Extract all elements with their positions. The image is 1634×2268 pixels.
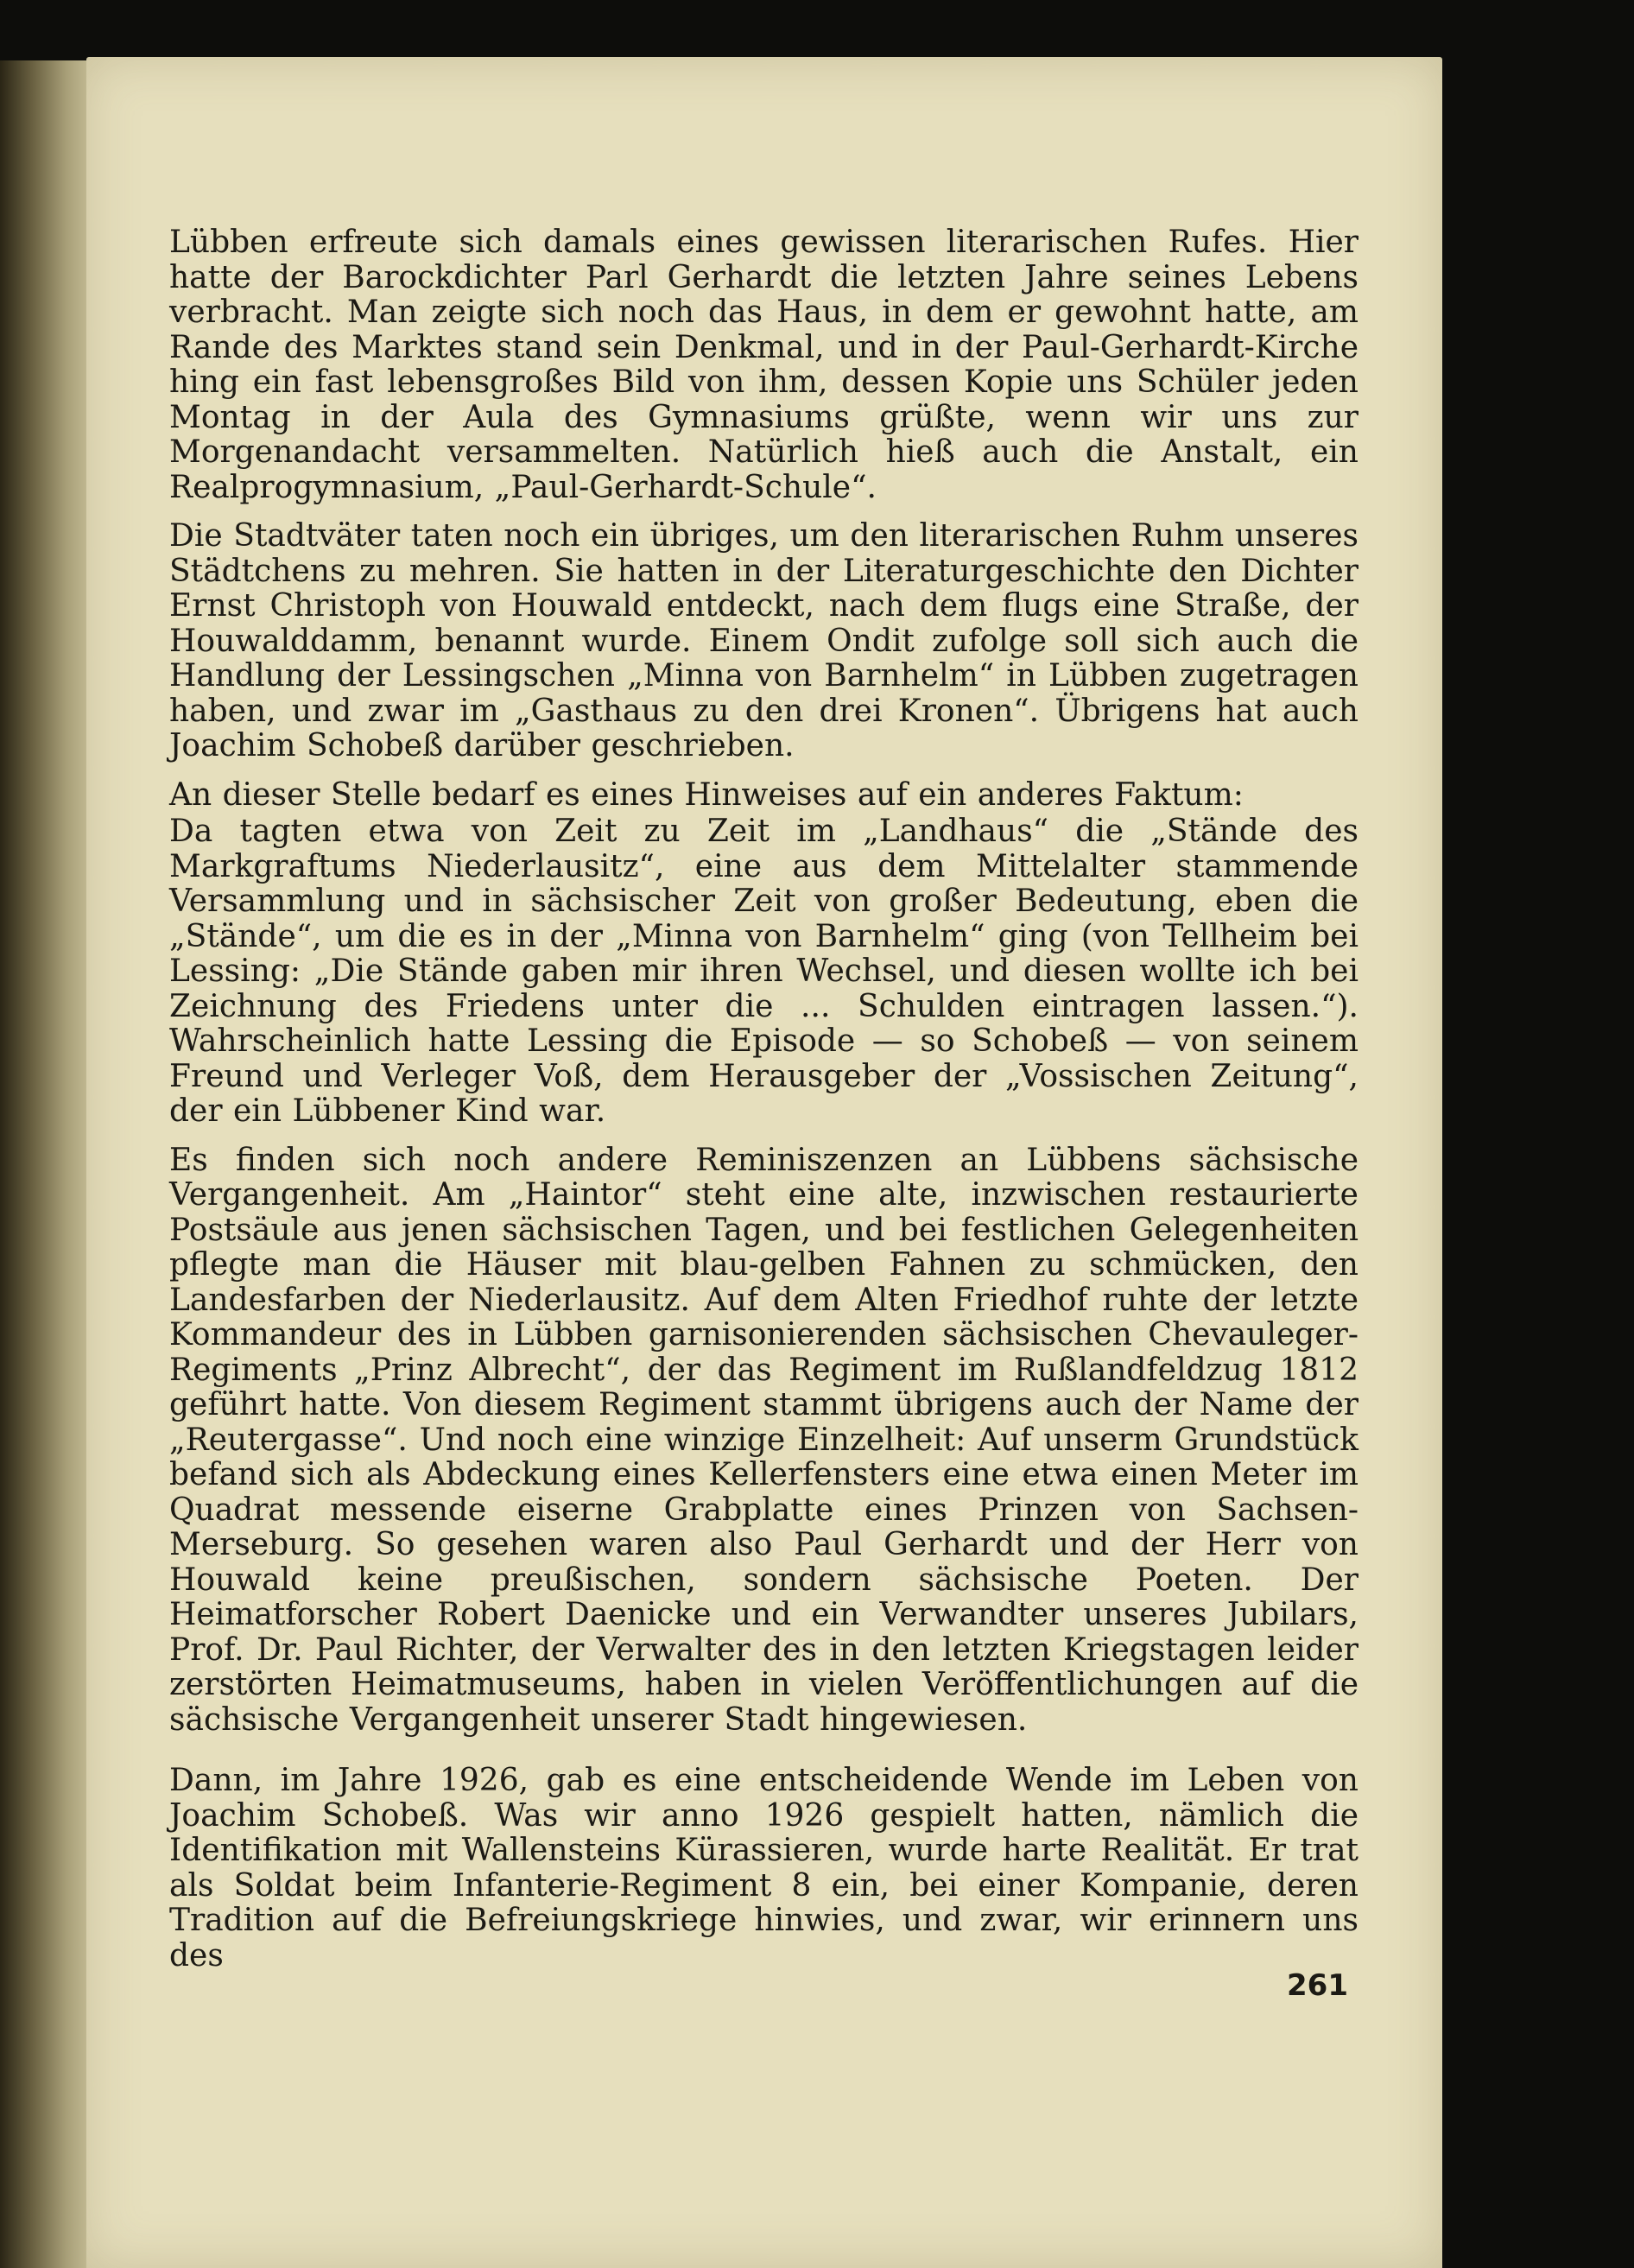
paragraph-6: Dann, im Jahre 1926, gab es eine entscheidende Wende im Leben von Joachim Schobeß. Was wir anno 1926 gespielt hatten, nämlich die Identifikation mit Wallensteins Kürassieren, wurde harte Realität. Er trat als Soldat beim Infanterie-Regiment 8 ein, bei einer Kompanie, deren Tradition auf die Befreiungskriege hinwies, und zwar, wir erinnern uns des bbox=[169, 1763, 1358, 1973]
paragraph-2: Die Stadtväter taten noch ein übriges, um den literarischen Ruhm unseres Städtchens zu mehren. Sie hatten in der Literaturgeschichte den Dichter Ernst Christoph von Houwald entdeckt, nach dem flugs eine Straße, der Houwalddamm, benannt wurde. Einem Ondit zufolge soll sich auch die Handlung der Lessingschen „Minna von Barnhelm“ in Lübben zugetragen haben, und zwar im „Gasthaus zu den drei Kronen“. Übrigens hat auch Joachim Schobeß darüber geschrieben. bbox=[169, 518, 1358, 763]
book-binding-edge bbox=[0, 60, 95, 2268]
book-page bbox=[86, 57, 1442, 2268]
paragraph-4: Da tagten etwa von Zeit zu Zeit im „Landhaus“ die „Stände des Markgraftums Niederlausitz“, eine aus dem Mittelalter stammende Versammlung und in sächsischer Zeit von großer Bedeutung, eben die „Stände“, um die es in der „Minna von Barnhelm“ ging (von Tellheim bei Lessing: „Die Stände gaben mir ihren Wechsel, und diesen wollte ich bei Zeichnung des Friedens unter die ... Schulden eintragen lassen.“). Wahrscheinlich hatte Lessing die Episode — so Schobeß — von seinem Freund und Verleger Voß, dem Herausgeber der „Vossischen Zeitung“, der ein Lübbener Kind war. bbox=[169, 814, 1358, 1129]
paragraph-5: Es finden sich noch andere Reminiszenzen an Lübbens sächsische Vergangenheit. Am „Haintor“ steht eine alte, inzwischen restaurierte Postsäule aus jenen sächsischen Tagen, und bei festlichen Gelegenheiten pflegte man die Häuser mit blau-gelben Fahnen zu schmücken, den Landesfarben der Niederlausitz. Auf dem Alten Friedhof ruhte der letzte Kommandeur des in Lübben garnisonierenden sächsischen Chevauleger-Regiments „Prinz Albrecht“, der das Regiment im Rußlandfeldzug 1812 geführt hatte. Von diesem Regiment stammt übrigens auch der Name der „Reutergasse“. Und noch eine winzige Einzelheit: Auf unserm Grundstück befand sich als Abdeckung eines Kellerfensters eine etwa einen Meter im Quadrat messende eiserne Grabplatte eines Prinzen von Sachsen-Merseburg. So gesehen waren also Paul Gerhardt und der Herr von Houwald keine preußischen, sondern sächsische Poeten. Der Heimatforscher Robert Daenicke und ein Verwandter unseres Jubilars, Prof. Dr. Paul Richter, der Verwalter des in den letzten Kriegstagen leider zerstörten Heimatmuseums, haben in vielen Veröffentlichungen auf die sächsische Vergangenheit unserer Stadt hingewiesen. bbox=[169, 1142, 1358, 1738]
paragraph-1: Lübben erfreute sich damals eines gewissen literarischen Rufes. Hier hatte der Barockdichter Parl Gerhardt die letzten Jahre seines Lebens verbracht. Man zeigte sich noch das Haus, in dem er gewohnt hatte, am Rande des Marktes stand sein Denkmal, und in der Paul-Gerhardt-Kirche hing ein fast lebensgroßes Bild von ihm, dessen Kopie uns Schüler jeden Montag in der Aula des Gymnasiums grüßte, wenn wir uns zur Morgenandacht versammelten. Natürlich hieß auch die Anstalt, ein Realprogymnasium, „Paul-Gerhardt-Schule“. bbox=[169, 225, 1358, 505]
paragraph-3: An dieser Stelle bedarf es eines Hinweises auf ein anderes Faktum: bbox=[169, 776, 1244, 813]
body-text bbox=[169, 225, 1358, 1987]
page-number: 261 bbox=[1287, 1968, 1348, 2003]
